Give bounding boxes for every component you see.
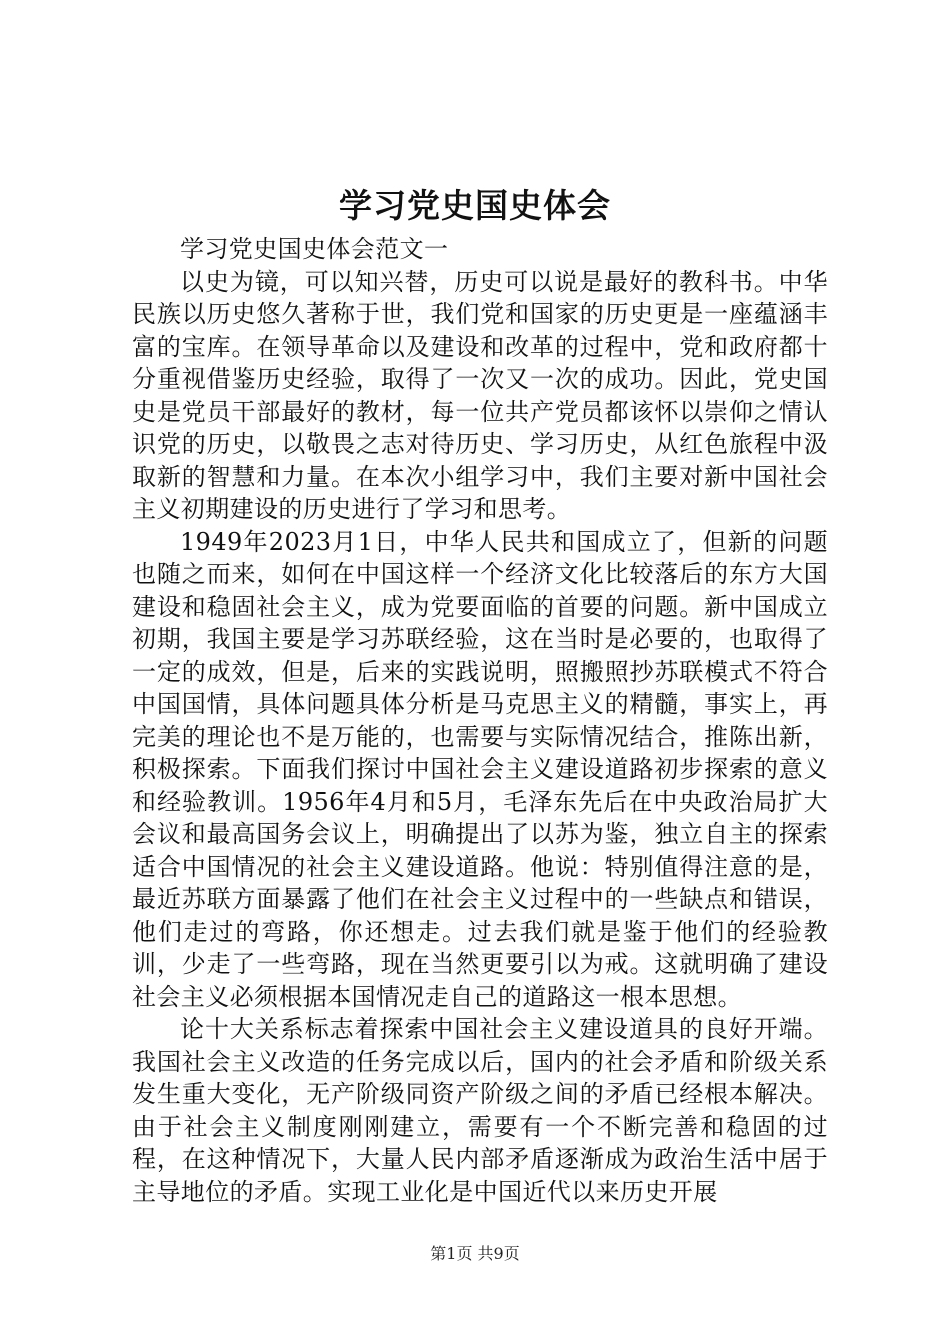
page-number-footer: 第1页 共9页 bbox=[430, 1244, 520, 1263]
document-subtitle: 学习党史国史体会范文一 bbox=[180, 235, 449, 263]
document-body bbox=[132, 233, 828, 1208]
paragraph: 1949年2023月1日，中华人民共和国成立了，但新的问题也随之而来，如何在中国这样一个经济文化比较落后的东方大国建设和稳固社会主义，成为党要面临的首要的问题。新中国成立初期，我国主要是学习苏联经验，这在当时是必要的，也取得了一定的成效，但是，后来的实践说明，照搬照抄苏联模式不符合中国国情，具体问题具体分析是马克思主义的精髓，事实上，再完美的理论也不是万能的，也需要与实际情况结合，推陈出新，积极探索。下面我们探讨中国社会主义建设道路初步探索的意义和经验教训。1956年4月和5月，毛泽东先后在中央政治局扩大会议和最高国务会议上，明确提出了以苏为鉴，独立自主的探索适合中国情况的社会主义建设道路。他说：特别值得注意的是，最近苏联方面暴露了他们在社会主义过程中的一些缺点和错误，他们走过的弯路，你还想走。过去我们就是鉴于他们的经验教训，少走了一些弯路，现在当然更要引以为戒。这就明确了建设社会主义必须根据本国情况走自己的道路这一根本思想。 bbox=[132, 527, 828, 1011]
paragraph: 以史为镜，可以知兴替，历史可以说是最好的教科书。中华民族以历史悠久著称于世，我们党和国家的历史更是一座蕴涵丰富的宝库。在领导革命以及建设和改革的过程中，党和政府都十分重视借鉴历史经验，取得了一次又一次的成功。因此，党史国史是党员干部最好的教材，每一位共产党员都该怀以崇仰之情认识党的历史，以敬畏之志对待历史、学习历史，从红色旅程中汲取新的智慧和力量。在本次小组学习中，我们主要对新中国社会主义初期建设的历史进行了学习和思考。 bbox=[132, 267, 828, 523]
paragraph: 论十大关系标志着探索中国社会主义建设道具的良好开端。我国社会主义改造的任务完成以后，国内的社会矛盾和阶级关系发生重大变化，无产阶级同资产阶级之间的矛盾已经根本解决。由于社会主义制度刚刚建立，需要有一个不断完善和稳固的过程，在这种情况下，大量人民内部矛盾逐渐成为政治生活中居于主导地位的矛盾。实现工业化是中国近代以来历史开展 bbox=[132, 1015, 828, 1206]
document-title: 学习党史国史体会 bbox=[339, 186, 611, 225]
